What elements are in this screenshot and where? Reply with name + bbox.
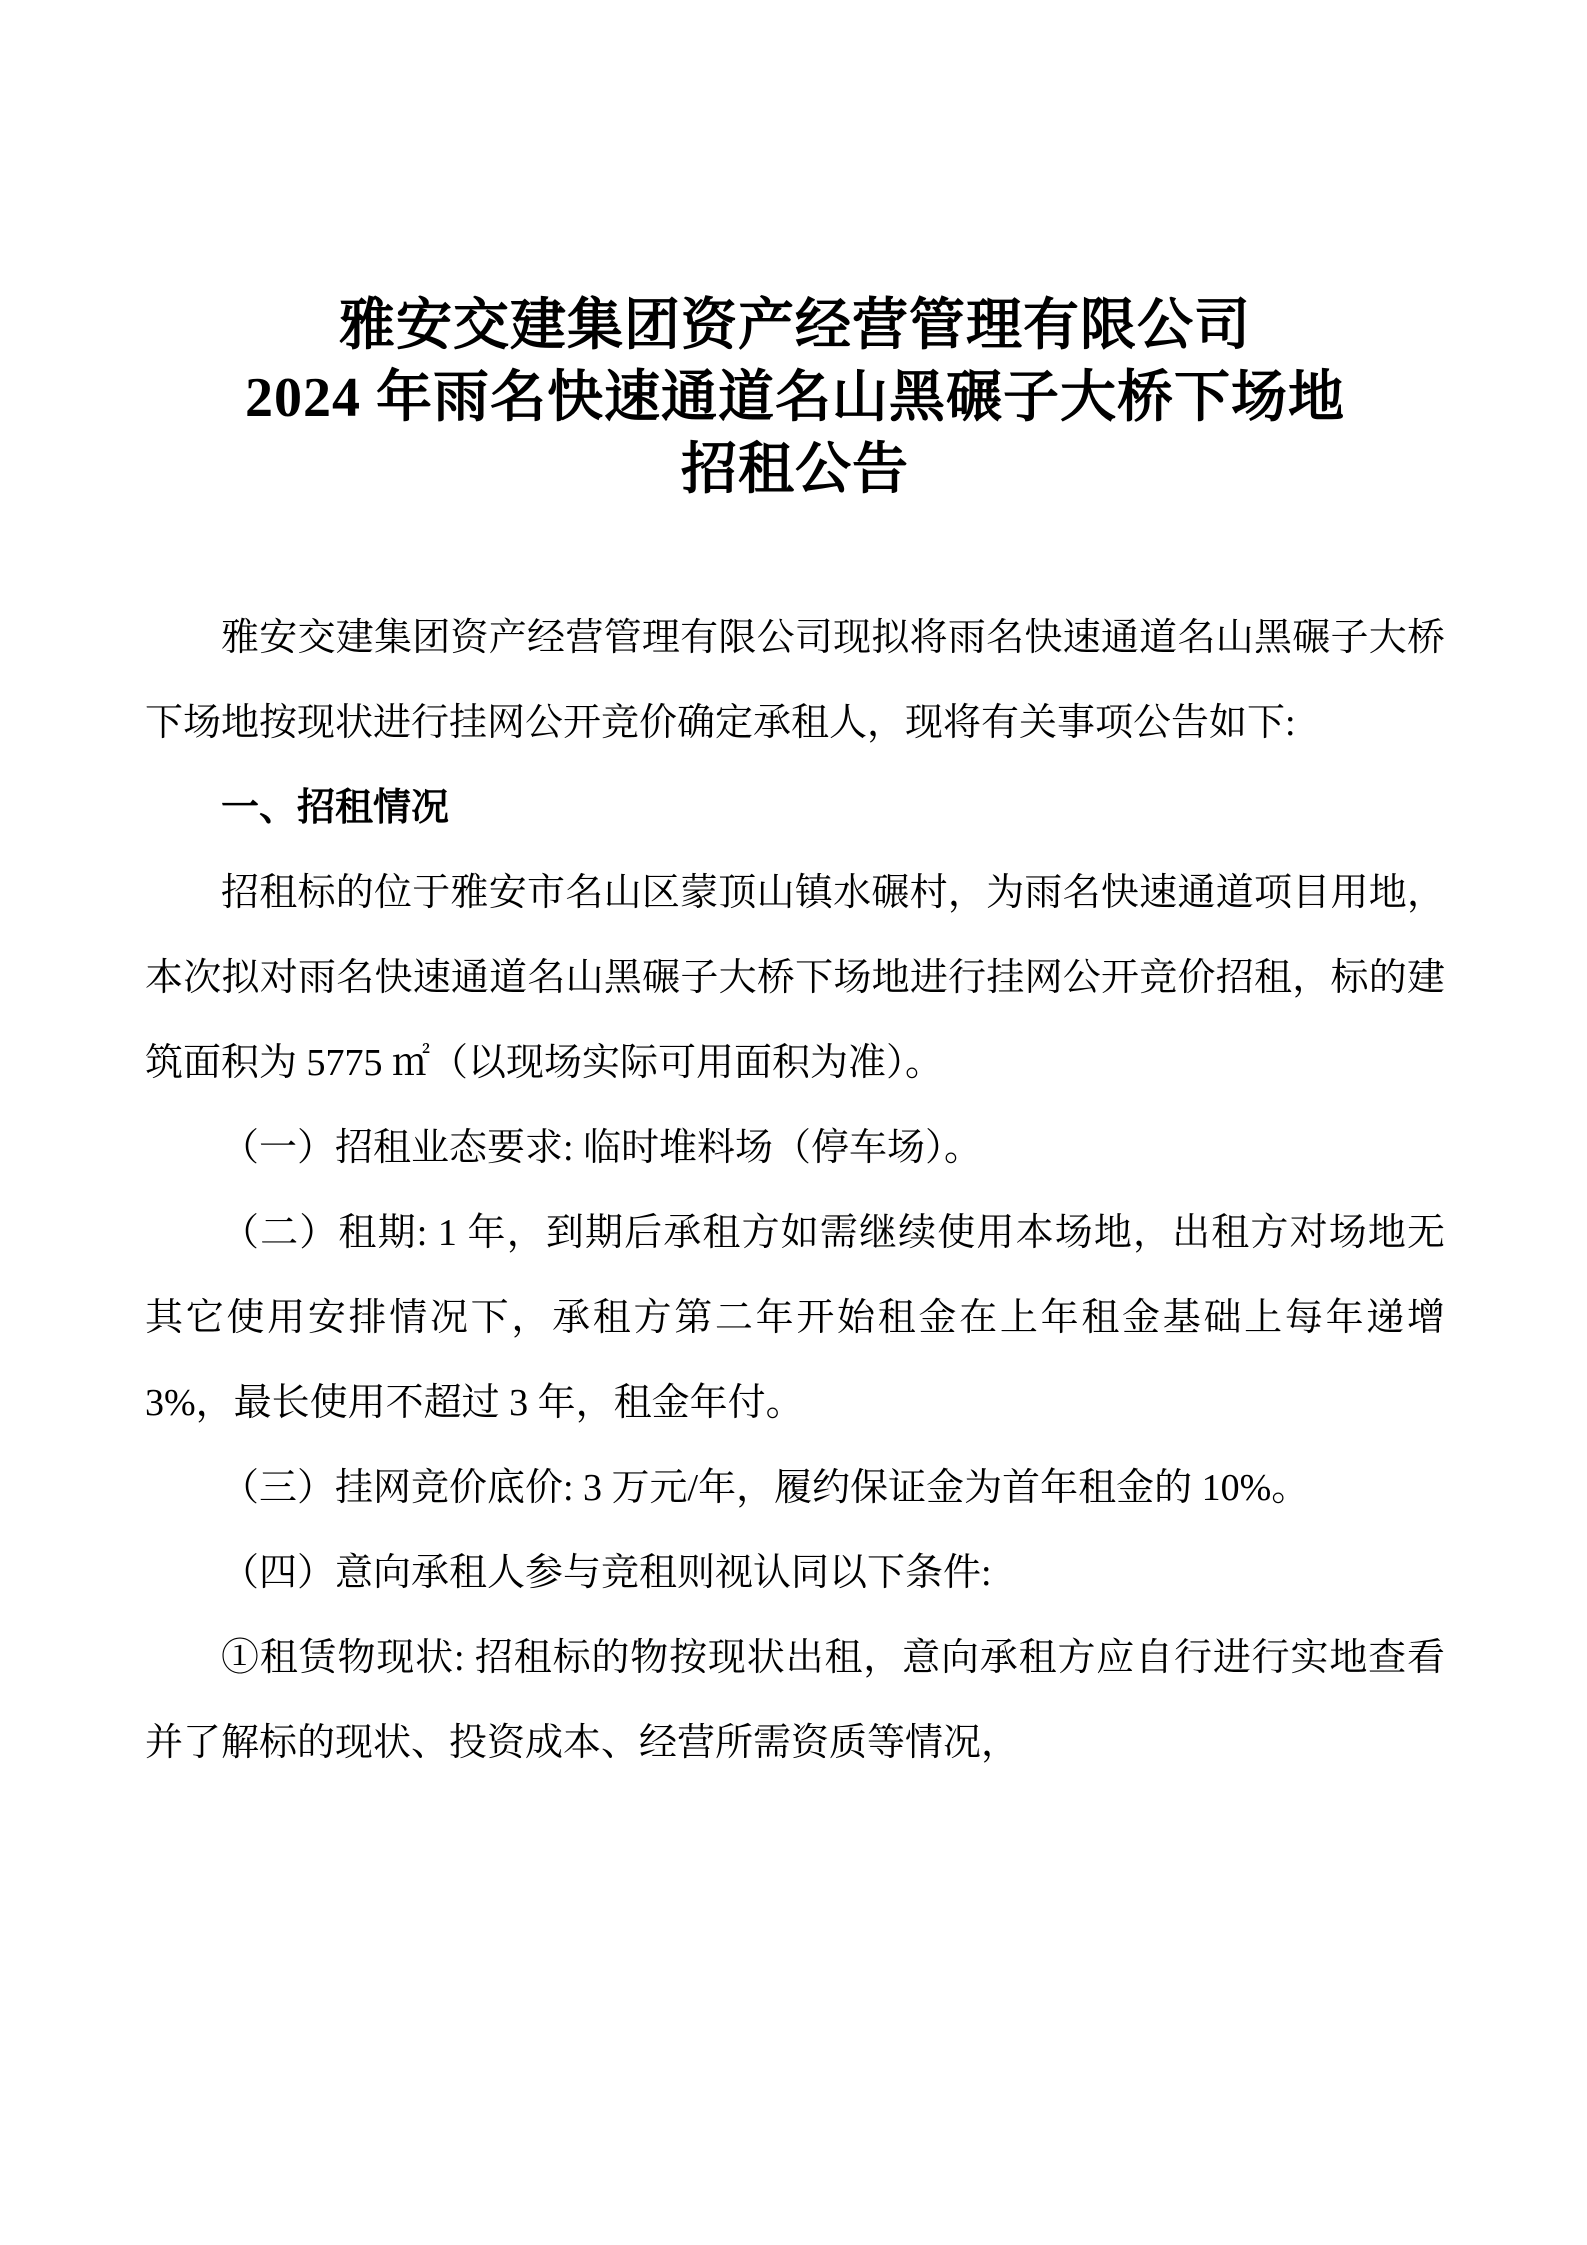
section-heading-1: 一、招租情况 bbox=[221, 787, 450, 829]
paragraph-conditions-intro: （四）意向承租人参与竞租则视认同以下条件: bbox=[221, 1552, 992, 1594]
paragraph-condition-1: ①租赁物现状: 招租标的物按现状出租，意向承租方应自行进行实地查看并了解标的现状、投资成本、经营所需资质等情况， bbox=[145, 1637, 1445, 1764]
paragraph-intro: 雅安交建集团资产经营管理有限公司现拟将雨名快速通道名山黑碾子大桥下场地按现状进行挂网公开竞价确定承租人，现将有关事项公告如下: bbox=[145, 617, 1445, 744]
paragraph-business-type: （一）招租业态要求: 临时堆料场（停车场）。 bbox=[221, 1127, 983, 1169]
document-title bbox=[145, 290, 1445, 506]
paragraph-rental-location: 招租标的位于雅安市名山区蒙顶山镇水碾村，为雨名快速通道项目用地，本次拟对雨名快速通道名山黑碾子大桥下场地进行挂网公开竞价招租，标的建筑面积为 5775 ㎡（以现场实际可用面积为准）。 bbox=[145, 872, 1445, 1084]
document-body bbox=[145, 596, 1445, 1786]
title-line-2: 2024 年雨名快速通道名山黑碾子大桥下场地 bbox=[245, 367, 1345, 429]
title-line-1: 雅安交建集团资产经营管理有限公司 bbox=[339, 295, 1251, 357]
paragraph-lease-term: （二）租期: 1 年，到期后承租方如需继续使用本场地，出租方对场地无其它使用安排情况下，承租方第二年开始租金在上年租金基础上每年递增 3%，最长使用不超过 3 年，租金年付。 bbox=[145, 1212, 1445, 1424]
title-line-3: 招租公告 bbox=[681, 439, 909, 501]
paragraph-base-price: （三）挂网竞价底价: 3 万元/年，履约保证金为首年租金的 10%。 bbox=[221, 1467, 1310, 1509]
